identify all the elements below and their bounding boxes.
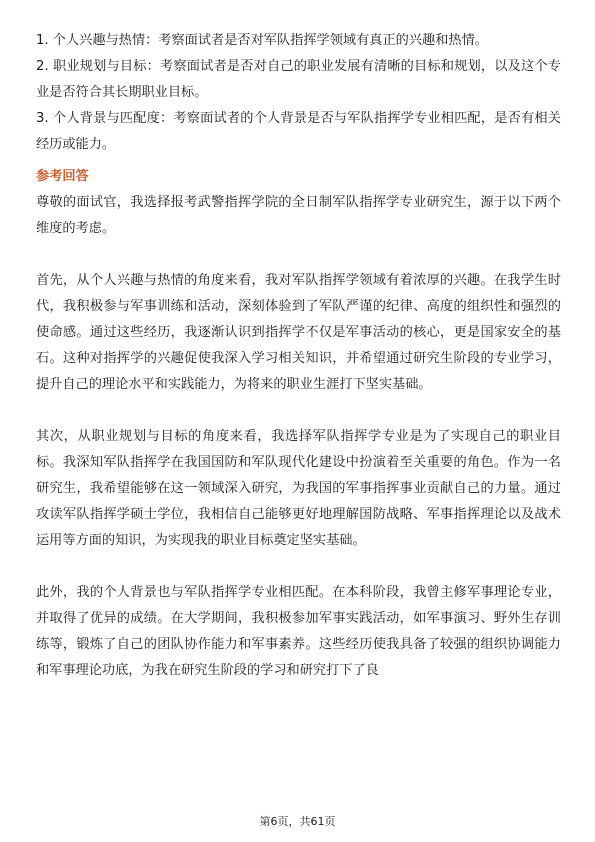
- document-page: [36, 28, 561, 684]
- criteria-list: [36, 28, 561, 158]
- answer-paragraph-interest: 首先，从个人兴趣与热情的角度来看，我对军队指挥学领域有着浓厚的兴趣。在我学生时代，我积极参与军事训练和活动，深刻体验到了军队严谨的纪律、高度的组织性和强烈的使命感。通过这些经历，我逐渐认识到指挥学不仅是军事活动的核心，更是国家安全的基石。这种对指挥学的兴趣促使我深入学习相关知识，并希望通过研究生阶段的专业学习，提升自己的理论水平和实践能力，为将来的职业生涯打下坚实基础。: [36, 273, 561, 392]
- criteria-item-interest: 1. 个人兴趣与热情：考察面试者是否对军队指挥学领域有真正的兴趣和热情。: [36, 33, 488, 48]
- answer-paragraph-background: 此外，我的个人背景也与军队指挥学专业相匹配。在本科阶段，我曾主修军事理论专业，并取得了优异的成绩。在大学期间，我积极参加军事实践活动，如军事演习、野外生存训练等，锻炼了自己的团队协作能力和军事素养。这些经历使我具备了较强的组织协调能力和军事理论功底，为我在研究生阶段的学习和研究打下了良: [36, 585, 561, 678]
- criteria-item-background: 3. 个人背景与匹配度：考察面试者的个人背景是否与军队指挥学专业相匹配，是否有相关经历或能力。: [36, 111, 561, 152]
- page-number-footer: 第6页，共61页: [259, 815, 336, 828]
- answer-paragraph-intro: 尊敬的面试官，我选择报考武警指挥学院的全日制军队指挥学专业研究生，源于以下两个维度的考虑。: [36, 195, 561, 236]
- answer-paragraph-career: 其次，从职业规划与目标的角度来看，我选择军队指挥学专业是为了实现自己的职业目标。我深知军队指挥学在我国国防和军队现代化建设中扮演着至关重要的角色。作为一名研究生，我希望能够在这一领域深入研究，为我国的军事指挥事业贡献自己的力量。通过攻读军队指挥学硕士学位，我相信自己能够更好地理解国防战略、军事指挥理论以及战术运用等方面的知识，为实现我的职业目标奠定坚实基础。: [36, 429, 561, 548]
- answer-heading: 参考回答: [36, 169, 89, 184]
- criteria-item-career: 2. 职业规划与目标：考察面试者是否对自己的职业发展有清晰的目标和规划，以及这个专业是否符合其长期职业目标。: [36, 59, 561, 100]
